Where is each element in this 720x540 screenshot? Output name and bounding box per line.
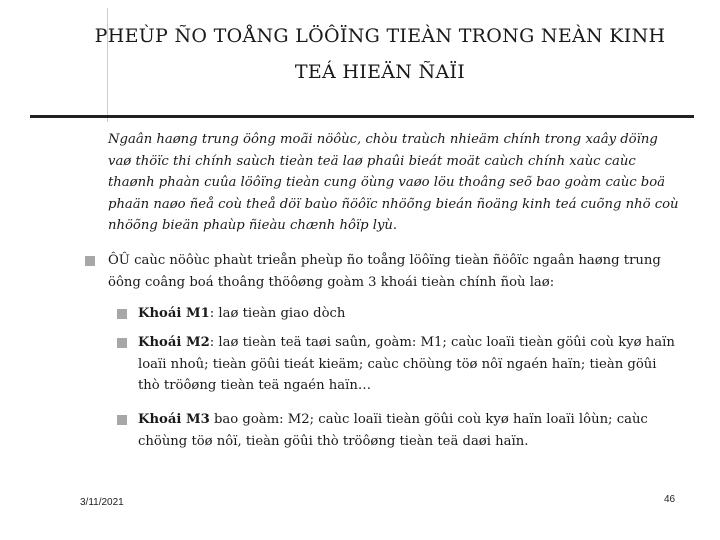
bullet-marker: [85, 256, 95, 266]
sub-bullet-marker: [117, 338, 127, 348]
slide-date: 3/11/2021: [80, 497, 124, 508]
page-number: 46: [664, 494, 676, 505]
sub-bullet-m2: [138, 332, 680, 397]
title-line-1: PHEÙP ÑO TOÅNG LÖÔÏNG TIEÀN TRONG NEÀN KINH: [94, 25, 666, 47]
m3-label: Khoái M3: [138, 412, 210, 427]
sub-bullet-m3: [138, 409, 680, 452]
m2-text: : laø tieàn teä taøi saûn, goàm: M1; caùc loaïi tieàn göûi coù kyø haïn loaïi nhoû; tieàn göûi tieát kieäm; caùc chöùng töø nôï ngaén haïn; tieàn göûi thò tröôøng tieàn teä ngaén haïn…: [138, 335, 675, 393]
intro-paragraph: Ngaân haøng trung öông moãi nöôùc, chòu traùch nhieäm chính trong xaây döïng vaø thöïc thi chính saùch tieàn teä laø phaûi bieát moät caùch chính xaùc caùc thaønh phaàn cuûa löôïng tieàn cung öùng vaøo löu thoâng seõ bao goàm caùc boä phaän naøo ñeå coù theå döï baùo ñöôïc nhöõng bieán ñoäng kinh teá cuõng nhö coù nhöõng bieän phaùp ñieàu chænh hôïp lyù.: [108, 132, 679, 233]
bullet-developed-countries: ÔÛ caùc nöôùc phaùt trieån pheùp ño toång löôïng tieàn ñöôïc ngaân haøng trung öông coâng boá thoâng thöôøng goàm 3 khoái tieàn chính ñoù laø:: [108, 253, 661, 290]
sub-bullet-marker: [117, 309, 127, 319]
m2-label: Khoái M2: [138, 335, 210, 350]
m3-text: bao goàm: M2; caùc loaïi tieàn göûi coù kyø haïn loaïi lôùn; caùc chöùng töø nôï, tieàn göûi thò tröôøng tieàn teä daøi haïn.: [138, 412, 648, 449]
title-line-2: TEÁ HIEÄN ÑAÏI: [294, 61, 466, 83]
sub-bullet-marker: [117, 415, 127, 425]
title-divider: [30, 115, 694, 118]
sub-bullet-m1: [138, 303, 680, 325]
m1-text: : laø tieàn giao dòch: [209, 306, 346, 321]
slide-title: [60, 18, 700, 90]
m1-label: Khoái M1: [138, 306, 210, 321]
